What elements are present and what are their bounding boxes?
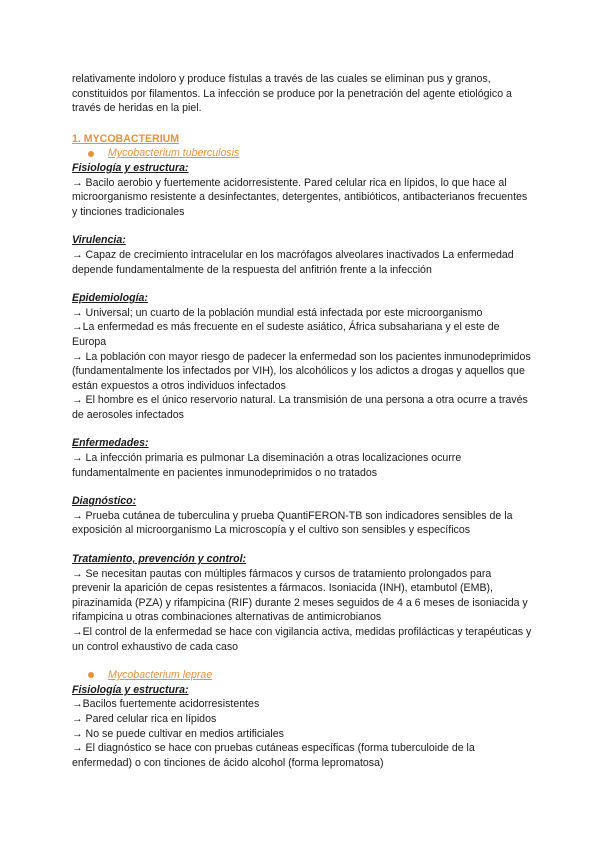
text-line: → Pared celular rica en lípidos [72,712,217,725]
text-line: →Bacilos fuertemente acidorresistentes [72,698,260,711]
heading-fisiologia-leprae: Fisiología y estructura: [72,683,189,696]
organism-name: Mycobacterium tuberculosis [108,147,240,160]
text-line: →La enfermedad es más frecuente en el sudeste asiático, África subsahariana y el este de Europa [72,321,500,348]
heading-enfermedades: Enfermedades: [72,437,149,450]
text-line: → La población con mayor riesgo de padecer la enfermedad son los pacientes inmunodeprimidos (fundamentalmente los infectados por VIH), los alcohólicos y los adictos a drogas y aquellos que están expuestos a otros individuos infectados [72,350,531,392]
heading-fisiologia: Fisiología y estructura: [72,161,189,174]
organism-name: Mycobacterium leprae [108,669,213,682]
heading-diagnostico: Diagnóstico: [72,495,137,508]
bullet-dot-icon [88,672,94,678]
text-line: → No se puede cultivar en medios artificiales [72,727,284,740]
text-line: → La infección primaria es pulmonar La diseminación a otras localizaciones ocurre fundamentalmente en pacientes inmunodeprimidos o no tratados [72,452,462,479]
heading-epidemiologia: Epidemiología: [72,292,148,305]
heading-virulencia: Virulencia: [72,234,126,247]
document-page [72,72,532,770]
heading-tratamiento: Tratamiento, prevención y control: [72,553,247,566]
text-line: → Bacilo aerobio y fuertemente acidorresistente. Pared celular rica en lípidos, lo que hace al microorganismo resistente a desinfectantes, detergentes, antibióticos, antibacterianos frecuentes y tinciones tradicionales [72,176,528,218]
intro-paragraph: relativamente indoloro y produce fístulas a través de las cuales se eliminan pus y granos, constituidos por filamentos. La infección se produce por la penetración del agente etiológico a través de heridas en la piel. [72,73,512,115]
text-line: → Se necesitan pautas con múltiples fármacos y cursos de tratamiento prolongados para prevenir la aparición de cepas resistentes a fármacos. Isoniacida (INH), etambutol (EMB), pirazinamida (PZA) y rifampicina (RIF) durante 2 meses seguidos de 4 a 6 meses de isoniacida y rifampicina u otras combinaciones alternativas de antimicrobianos [72,567,528,624]
text-line: → Capaz de crecimiento intracelular en los macrófagos alveolares inactivados La enfermedad depende fundamentalmente de la respuesta del anfitrión frente a la infección [72,248,514,276]
text-line: → El hombre es el único reservorio natural. La transmisión de una persona a otra ocurre a través de aerosoles infectados [72,394,528,421]
text-line: → Prueba cutánea de tuberculina y prueba QuantiFERON-TB son indicadores sensibles de la exposición al microorganismo La microscopía y el cultivo son sensibles y específicos [72,509,513,537]
text-line: → Universal; un cuarto de la población mundial está infectada por este microorganismo [72,306,483,319]
text-line: →El control de la enfermedad se hace con vigilancia activa, medidas profilácticas y terapéuticas y un control exhaustivo de cada caso [72,626,532,653]
section-title: 1. MYCOBACTERIUM [72,132,180,145]
organism-bullet-tuberculosis [72,146,532,161]
organism-bullet-leprae [72,668,532,683]
text-line: → El diagnóstico se hace con pruebas cutáneas específicas (forma tuberculoide de la enfermedad) o con tinciones de ácido alcohol (forma lepromatosa) [72,742,475,769]
bullet-dot-icon [88,151,94,157]
